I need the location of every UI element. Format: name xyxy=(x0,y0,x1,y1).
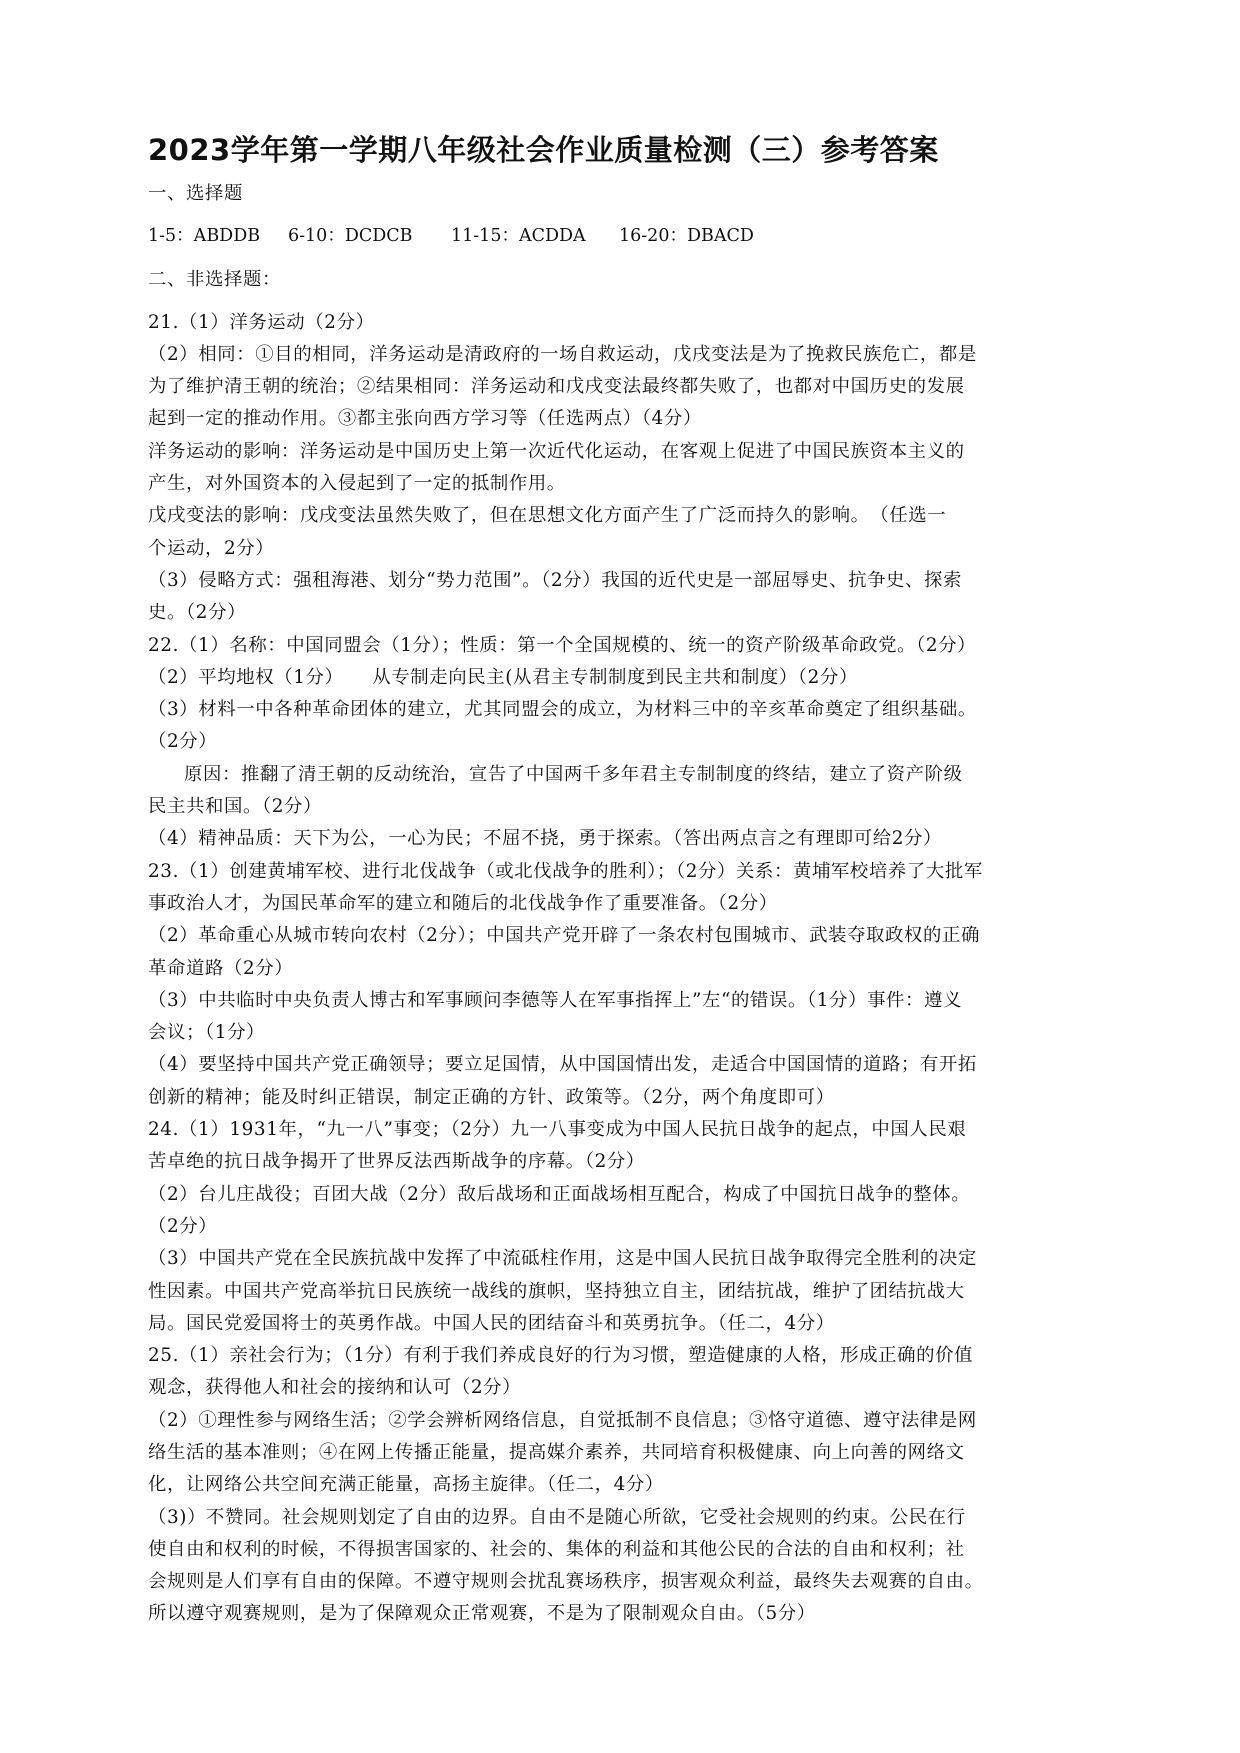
answer-line: （2）革命重心从城市转向农村（2分）；中国共产党开辟了一条农村包围城市、武装夺取政权的正确 xyxy=(148,925,980,947)
answer-line: 会规则是人们享有自由的保障。不遵守规则会扰乱赛场秩序，损害观众利益，最终失去观赛的自由。 xyxy=(148,1571,984,1593)
answer-line: 观念，获得他人和社会的接纳和认可（2分） xyxy=(148,1377,522,1399)
answer-line: 洋务运动的影响：洋务运动是中国历史上第一次近代化运动，在客观上促进了中国民族资本主义的 xyxy=(148,440,965,462)
answer-line: （4）精神品质：天下为公，一心为民；不屈不挠，勇于探索。（答出两点言之有理即可给2分） xyxy=(148,828,943,850)
answer-line: 性因素。中国共产党高举抗日民族统一战线的旗帜，坚持独立自主，团结抗战，维护了团结抗战大 xyxy=(148,1280,965,1302)
answer-line: 创新的精神；能及时纠正错误，制定正确的方针、政策等。（2分，两个角度即可） xyxy=(148,1086,835,1108)
answer-line: （2）台儿庄战役；百团大战（2分）敌后战场和正面战场相互配合，构成了中国抗日战争的整体。 xyxy=(148,1183,971,1205)
answer-line: （2）平均地权（1分） 从专制走向民主(从君主专制制度到民主共和制度）（2分） xyxy=(148,666,858,688)
answer-line: （4）要坚持中国共产党正确领导；要立足国情，从中国国情出发，走适合中国国情的道路；有开拓 xyxy=(148,1054,977,1076)
answer-line: （2分） xyxy=(148,731,218,753)
section-heading-multiple-choice: 一、选择题 xyxy=(148,183,243,204)
answer-line: 戊戌变法的影响：戊戌变法虽然失败了，但在思想文化方面产生了广泛而持久的影响。 （任选一 xyxy=(148,505,947,527)
answer-line: 25.（1）亲社会行为；（1分）有利于我们养成良好的行为习惯，塑造健康的人格，形成正确的价值 xyxy=(148,1345,974,1367)
answer-line: 苦卓绝的抗日战争揭开了世界反法西斯战争的序幕。（2分） xyxy=(148,1151,645,1173)
answer-line: 所以遵守观赛规则，是为了保障观众正常观赛，不是为了限制观众自由。（5分） xyxy=(148,1603,816,1625)
answer-line: 原因：推翻了清王朝的反动统治，宣告了中国两千多年君主专制制度的终结，建立了资产阶级 xyxy=(184,763,963,785)
answer-line: 史。（2分） xyxy=(148,602,247,624)
page-title: 2023学年第一学期八年级社会作业质量检测（三）参考答案 xyxy=(148,133,939,167)
answer-line: （3）材料一中各种革命团体的建立，尤其同盟会的成立，为材料三中的辛亥革命奠定了组织基础。 xyxy=(148,699,977,721)
answer-line: 23.（1）创建黄埔军校、进行北伐战争（或北伐战争的胜利）；（2分）关系：黄埔军校培养了大批军 xyxy=(148,860,983,882)
answer-line: 会议；（1分） xyxy=(148,1022,266,1044)
answer-line: 络生活的基本准则；④在网上传播正能量，提高媒介素养，共同培育积极健康、向上向善的网络文 xyxy=(148,1441,965,1463)
mc-answer-group: 6-10：DCDCB xyxy=(288,226,413,247)
answer-line: 局。国民党爱国将士的英勇作战。中国人民的团结奋斗和英勇抗争。（任二，4分） xyxy=(148,1312,835,1334)
answer-line: （2）相同：①目的相同，洋务运动是清政府的一场自救运动，戊戌变法是为了挽救民族危亡，都是 xyxy=(148,343,977,365)
answer-line: （3）中国共产党在全民族抗战中发挥了中流砥柱作用，这是中国人民抗日战争取得完全胜利的决定 xyxy=(148,1248,977,1270)
multiple-choice-answers xyxy=(148,220,1113,252)
answer-line: （3）中共临时中央负责人博古和军事顾问李德等人在军事指挥上”左“的错误。（1分）事件：遵义 xyxy=(148,989,963,1011)
mc-answer-group: 1-5：ABDDB xyxy=(148,226,261,247)
answer-line: 事政治人才，为国民革命军的建立和随后的北伐战争作了重要准备。（2分） xyxy=(148,892,778,914)
answer-sheet xyxy=(148,128,1113,1631)
answer-body xyxy=(148,307,1113,1631)
section-heading-open-questions: 二、非选择题： xyxy=(148,269,281,291)
answer-line: 使自由和权利的时候，不得损害国家的、社会的、集体的利益和其他公民的合法的自由和权利；社 xyxy=(148,1538,965,1560)
answer-line: 民主共和国。（2分） xyxy=(148,796,323,818)
answer-line: 产生，对外国资本的入侵起到了一定的抵制作用。 xyxy=(148,473,566,495)
mc-answer-group: 16-20：DBACD xyxy=(619,226,754,247)
answer-line: 24.（1）1931年，“九一八”事变；（2分）九一八事变成为中国人民抗日战争的起点，中国人民艰 xyxy=(148,1119,967,1141)
answer-line: 革命道路（2分） xyxy=(148,957,294,979)
answer-line: （3）侵略方式：强租海港、划分“势力范围”。（2分）我国的近代史是一部屈辱史、抗争史、探索 xyxy=(148,569,963,591)
answer-line: （2）①理性参与网络生活；②学会辨析网络信息，自觉抵制不良信息；③恪守道德、遵守法律是网 xyxy=(148,1409,977,1431)
answer-line: （3)）不赞同。社会规则划定了自由的边界。自由不是随心所欲，它受社会规则的约束。公民在行 xyxy=(148,1506,966,1528)
answer-line: 个运动，2分） xyxy=(148,537,275,559)
mc-answer-group: 11-15：ACDDA xyxy=(451,226,586,247)
answer-line: 化，让网络公共空间充满正能量，高扬主旋律。（任二，4分） xyxy=(148,1474,664,1496)
answer-line: 为了维护清王朝的统治；②结果相同：洋务运动和戊戌变法最终都失败了，也都对中国历史的发展 xyxy=(148,376,965,398)
answer-line: 21.（1）洋务运动（2分） xyxy=(148,311,375,333)
answer-line: （2分） xyxy=(148,1215,218,1237)
answer-line: 22.（1）名称：中国同盟会（1分）；性质：第一个全国规模的、统一的资产阶级革命政党。（2分） xyxy=(148,634,977,656)
answer-line: 起到一定的推动作用。③都主张向西方学习等（任选两点）（4分） xyxy=(148,408,702,430)
